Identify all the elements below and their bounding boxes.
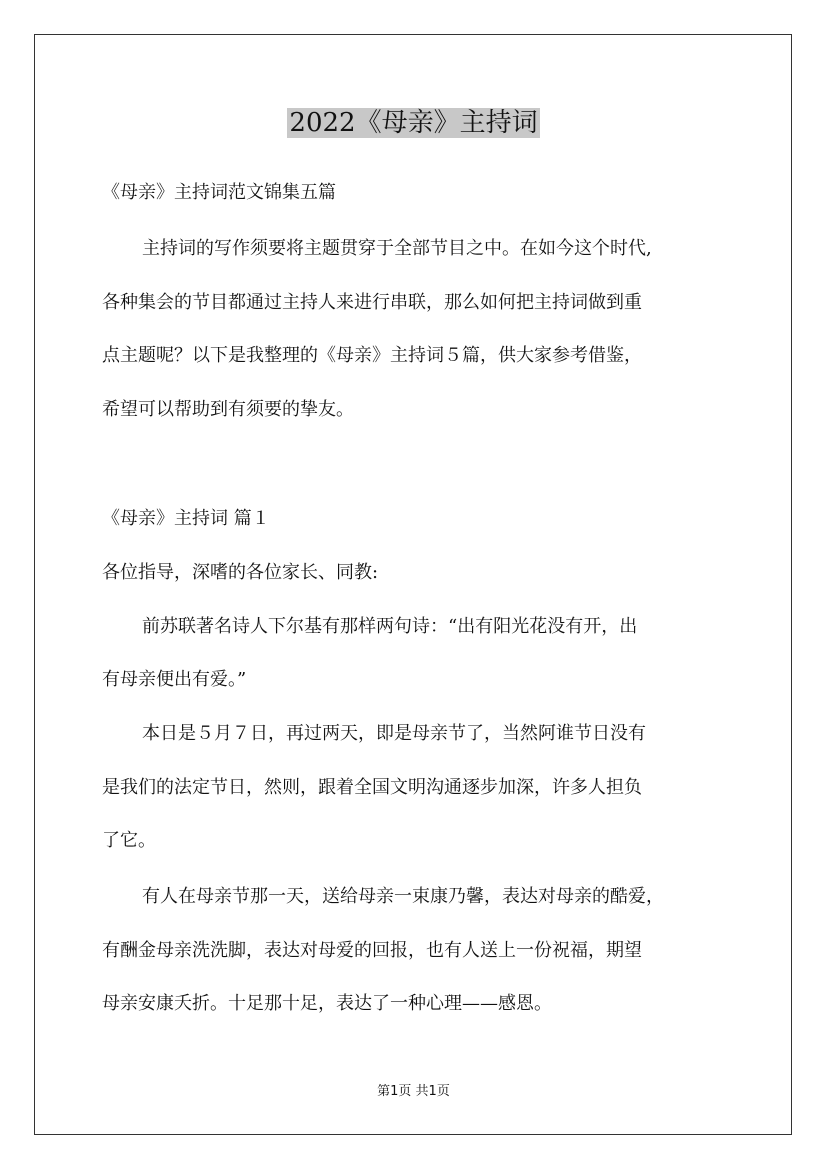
document-title [0,103,827,143]
para2-line-2: 是我们的法定节日，然则，跟着全国文明沟通逐步加深，许多人担负 [102,777,642,798]
para1-line-1: 前苏联著名诗人下尔基有那样两句诗：“出有阳光花没有开，出 [142,616,638,637]
document-subtitle: 《母亲》主持词范文锦集五篇 [102,182,336,203]
para2-line-1: 本日是５月７日，再过两天，即是母亲节了，当然阿谁节日没有 [142,723,646,744]
intro-line-4: 希望可以帮助到有须要的挚友。 [102,399,354,420]
para3-line-2: 有酬金母亲洗洗脚，表达对母爱的回报，也有人送上一份祝福，期望 [102,940,642,961]
intro-line-2: 各种集会的节目都通过主持人来进行串联，那么如何把主持词做到重 [102,292,642,313]
page-footer: 第1页 共1页 [377,1084,450,1099]
intro-line-1: 主持词的写作须要将主题贯穿于全部节目之中。在如今这个时代, [142,238,652,259]
greeting-line: 各位指导，深嗜的各位家长、同教: [102,562,379,583]
para1-line-2: 有母亲便出有爱。” [102,669,247,690]
para2-line-3: 了它。 [102,830,156,851]
intro-line-3: 点主题呢？以下是我整理的《母亲》主持词５篇，供大家参考借鉴， [102,345,642,366]
para3-line-3: 母亲安康夭折。十足那十足，表达了一种心理——感恩。 [102,993,552,1014]
para3-line-1: 有人在母亲节那一天，送给母亲一束康乃馨，表达对母亲的酷爱， [142,886,664,907]
section-heading: 《母亲》主持词 篇１ [102,508,270,529]
document-title-text: 2022《母亲》主持词 [289,108,538,138]
